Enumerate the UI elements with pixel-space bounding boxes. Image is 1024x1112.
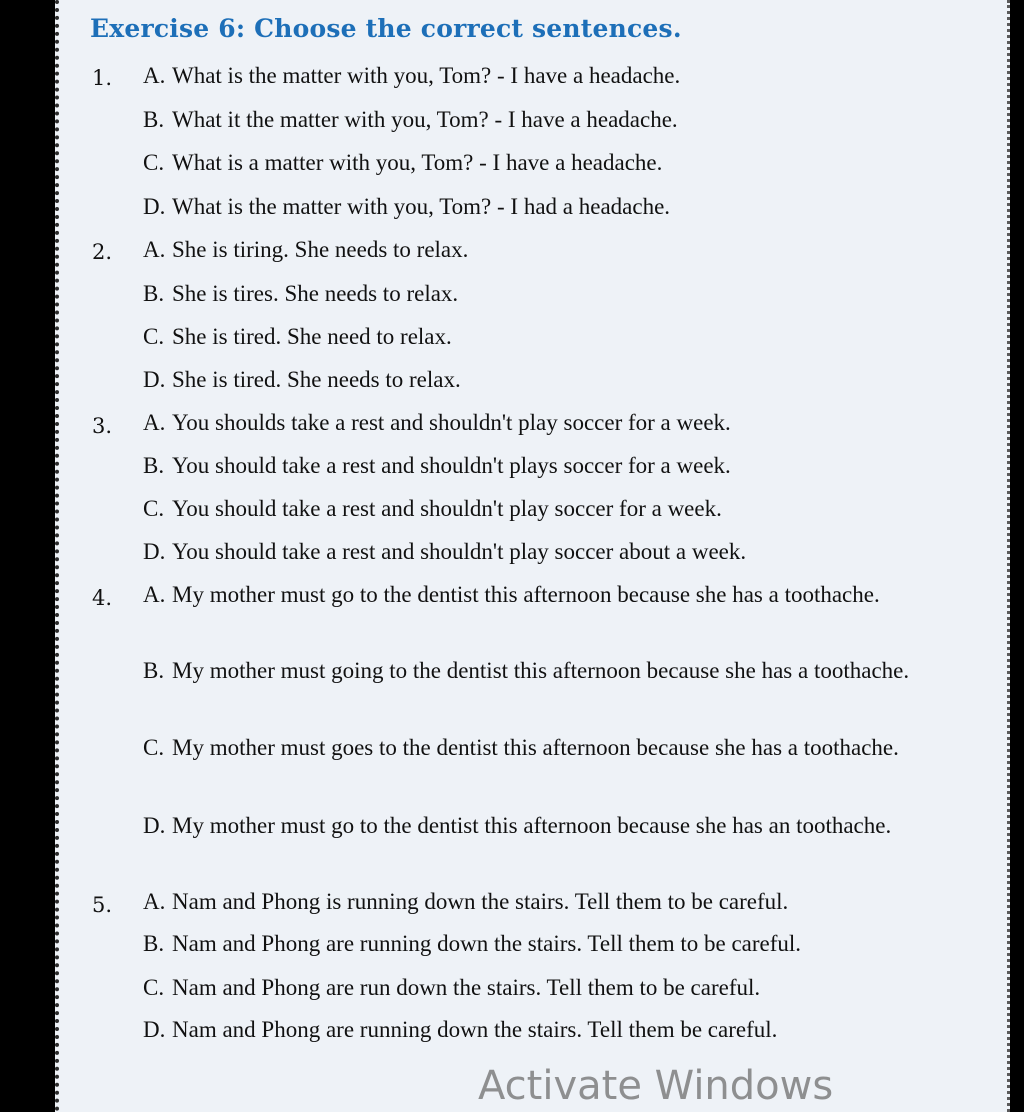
option-letter: A. [143, 582, 166, 607]
option-text: Nam and Phong are running down the stairs. Tell them to be careful. [172, 931, 802, 956]
option-letter: C. [143, 496, 165, 521]
option-text: You should take a rest and shouldn't plays soccer for a week. [172, 453, 731, 478]
option-letter: D. [143, 1017, 166, 1042]
option-2b[interactable] [143, 276, 983, 312]
option-5a[interactable] [143, 884, 983, 920]
exercise-title: Exercise 6: Choose the correct sentences. [90, 14, 682, 43]
option-text: What is a matter with you, Tom? - I have a headache. [172, 150, 663, 175]
option-letter: D. [143, 194, 166, 219]
option-2a[interactable] [143, 232, 983, 268]
question-number: 5. [92, 893, 113, 917]
option-letter: B. [143, 107, 165, 132]
option-3d[interactable] [143, 534, 983, 570]
option-letter: C. [143, 975, 165, 1000]
option-text: You should take a rest and shouldn't play soccer about a week. [172, 539, 747, 564]
option-text: Nam and Phong are run down the stairs. Tell them to be careful. [172, 975, 761, 1000]
option-letter: A. [143, 889, 166, 914]
question-number: 1. [92, 66, 113, 90]
option-letter: B. [143, 931, 165, 956]
option-letter: C. [143, 150, 165, 175]
option-2d[interactable] [143, 362, 983, 398]
option-1b[interactable] [143, 102, 983, 138]
option-4a[interactable] [143, 577, 983, 613]
option-letter: A. [143, 237, 166, 262]
option-1a[interactable] [143, 58, 983, 94]
option-text: She is tires. She needs to relax. [172, 281, 459, 306]
option-text: You shoulds take a rest and shouldn't play soccer for a week. [172, 410, 731, 435]
question-number: 2. [92, 240, 113, 264]
option-5d[interactable] [143, 1012, 983, 1048]
option-5b[interactable] [143, 926, 983, 962]
option-letter: B. [143, 453, 165, 478]
option-3b[interactable] [143, 448, 983, 484]
option-4b[interactable] [143, 653, 983, 689]
option-text: What it the matter with you, Tom? - I have a headache. [172, 107, 678, 132]
option-letter: D. [143, 539, 166, 564]
option-text: My mother must goes to the dentist this afternoon because she has a toothache. [172, 735, 899, 760]
question-number: 3. [92, 414, 113, 438]
option-text: She is tiring. She needs to relax. [172, 237, 469, 262]
option-letter: C. [143, 324, 165, 349]
option-text: She is tired. She needs to relax. [172, 367, 461, 392]
exercise-body [55, 0, 1010, 1112]
option-3a[interactable] [143, 405, 983, 441]
option-letter: D. [143, 813, 166, 838]
option-4d[interactable] [143, 808, 983, 844]
option-text: You should take a rest and shouldn't play soccer for a week. [172, 496, 722, 521]
option-3c[interactable] [143, 491, 983, 527]
option-text: My mother must go to the dentist this afternoon because she has an toothache. [172, 813, 892, 838]
option-letter: A. [143, 63, 166, 88]
option-4c[interactable] [143, 730, 983, 766]
option-text: My mother must go to the dentist this afternoon because she has a toothache. [172, 582, 880, 607]
option-letter: B. [143, 281, 165, 306]
option-letter: D. [143, 367, 166, 392]
option-text: She is tired. She need to relax. [172, 324, 452, 349]
option-text: Nam and Phong is running down the stairs. Tell them to be careful. [172, 889, 789, 914]
worksheet-page [55, 0, 1010, 1112]
option-1c[interactable] [143, 145, 983, 181]
option-1d[interactable] [143, 189, 983, 225]
option-text: What is the matter with you, Tom? - I had a headache. [172, 194, 671, 219]
option-text: Nam and Phong are running down the stairs. Tell them be careful. [172, 1017, 778, 1042]
activate-windows-watermark: Activate Windows [478, 1063, 834, 1109]
option-letter: C. [143, 735, 165, 760]
option-letter: B. [143, 658, 165, 683]
option-letter: A. [143, 410, 166, 435]
option-5c[interactable] [143, 970, 983, 1006]
option-text: My mother must going to the dentist this afternoon because she has a toothache. [172, 658, 910, 683]
option-text: What is the matter with you, Tom? - I have a headache. [172, 63, 681, 88]
question-number: 4. [92, 586, 113, 610]
option-2c[interactable] [143, 319, 983, 355]
